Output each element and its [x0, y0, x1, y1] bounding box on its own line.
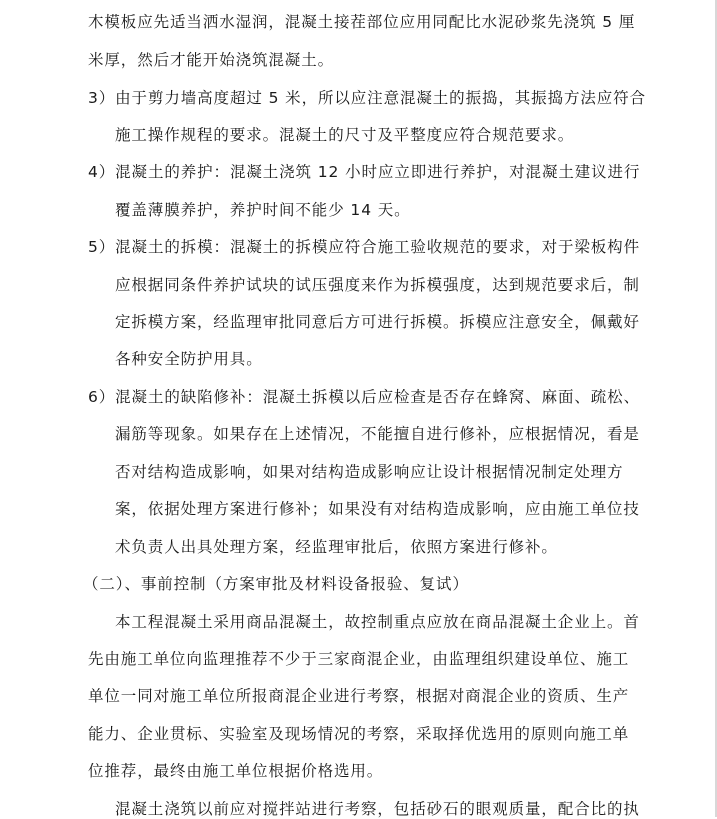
text-line: 米厚，然后才能开始浇筑混凝土。 — [88, 51, 335, 69]
paragraph-start: 混凝土浇筑以前应对搅拌站进行考察，包括砂石的眼观质量，配合比的执 — [115, 800, 640, 818]
list-item-4: 4）混凝土的养护：混凝土浇筑 12 小时应立即进行养护，对混凝土建议进行 — [88, 163, 641, 181]
text-line: 各种安全防护用具。 — [115, 350, 263, 368]
text-line: 单位一同对施工单位所报商混企业进行考察，根据对商混企业的资质、生产 — [88, 687, 630, 705]
text-line: 术负责人出具处理方案，经监理审批后，依照方案进行修补。 — [115, 538, 558, 556]
text-line: 位推荐，最终由施工单位根据价格选用。 — [88, 762, 384, 780]
list-item-5: 5）混凝土的拆模：混凝土的拆模应符合施工验收规范的要求，对于梁板构件 — [88, 238, 640, 256]
list-item-3: 3）由于剪力墙高度超过 5 米，所以应注意混凝土的振捣，其振捣方法应符合 — [88, 89, 646, 107]
list-item-6: 6）混凝土的缺陷修补：混凝土拆模以后应检查是否存在蜂窝、麻面、疏松、 — [88, 388, 640, 406]
text-line: 覆盖薄膜养护，养护时间不能少 14 天。 — [115, 201, 411, 219]
text-line: 案，依据处理方案进行修补；如果没有对结构造成影响，应由施工单位技 — [115, 500, 640, 518]
section-heading: （二）、事前控制（方案审批及材料设备报验、复试） — [83, 575, 469, 593]
text-line: 先由施工单位向监理推荐不少于三家商混企业，由监理组织建设单位、施工 — [88, 650, 630, 668]
text-line: 能力、企业贯标、实验室及现场情况的考察，采取择优选用的原则向施工单 — [88, 725, 630, 743]
text-line: 定拆模方案，经监理审批同意后方可进行拆模。拆模应注意安全，佩戴好 — [115, 313, 640, 331]
text-line: 漏筋等现象。如果存在上述情况，不能擅自进行修补，应根据情况，看是 — [115, 425, 640, 443]
text-line: 施工操作规程的要求。混凝土的尺寸及平整度应符合规范要求。 — [115, 126, 575, 144]
text-line: 应根据同条件养护试块的试压强度来作为拆模强度，达到规范要求后，制 — [115, 276, 640, 294]
text-line: 木模板应先适当洒水湿润，混凝土接茬部位应用同配比水泥砂浆先浇筑 5 厘 — [88, 13, 636, 31]
paragraph-start: 本工程混凝土采用商品混凝土，故控制重点应放在商品混凝土企业上。首 — [115, 613, 640, 631]
text-line: 否对结构造成影响，如果对结构造成影响应让设计根据情况制定处理方 — [115, 463, 624, 481]
